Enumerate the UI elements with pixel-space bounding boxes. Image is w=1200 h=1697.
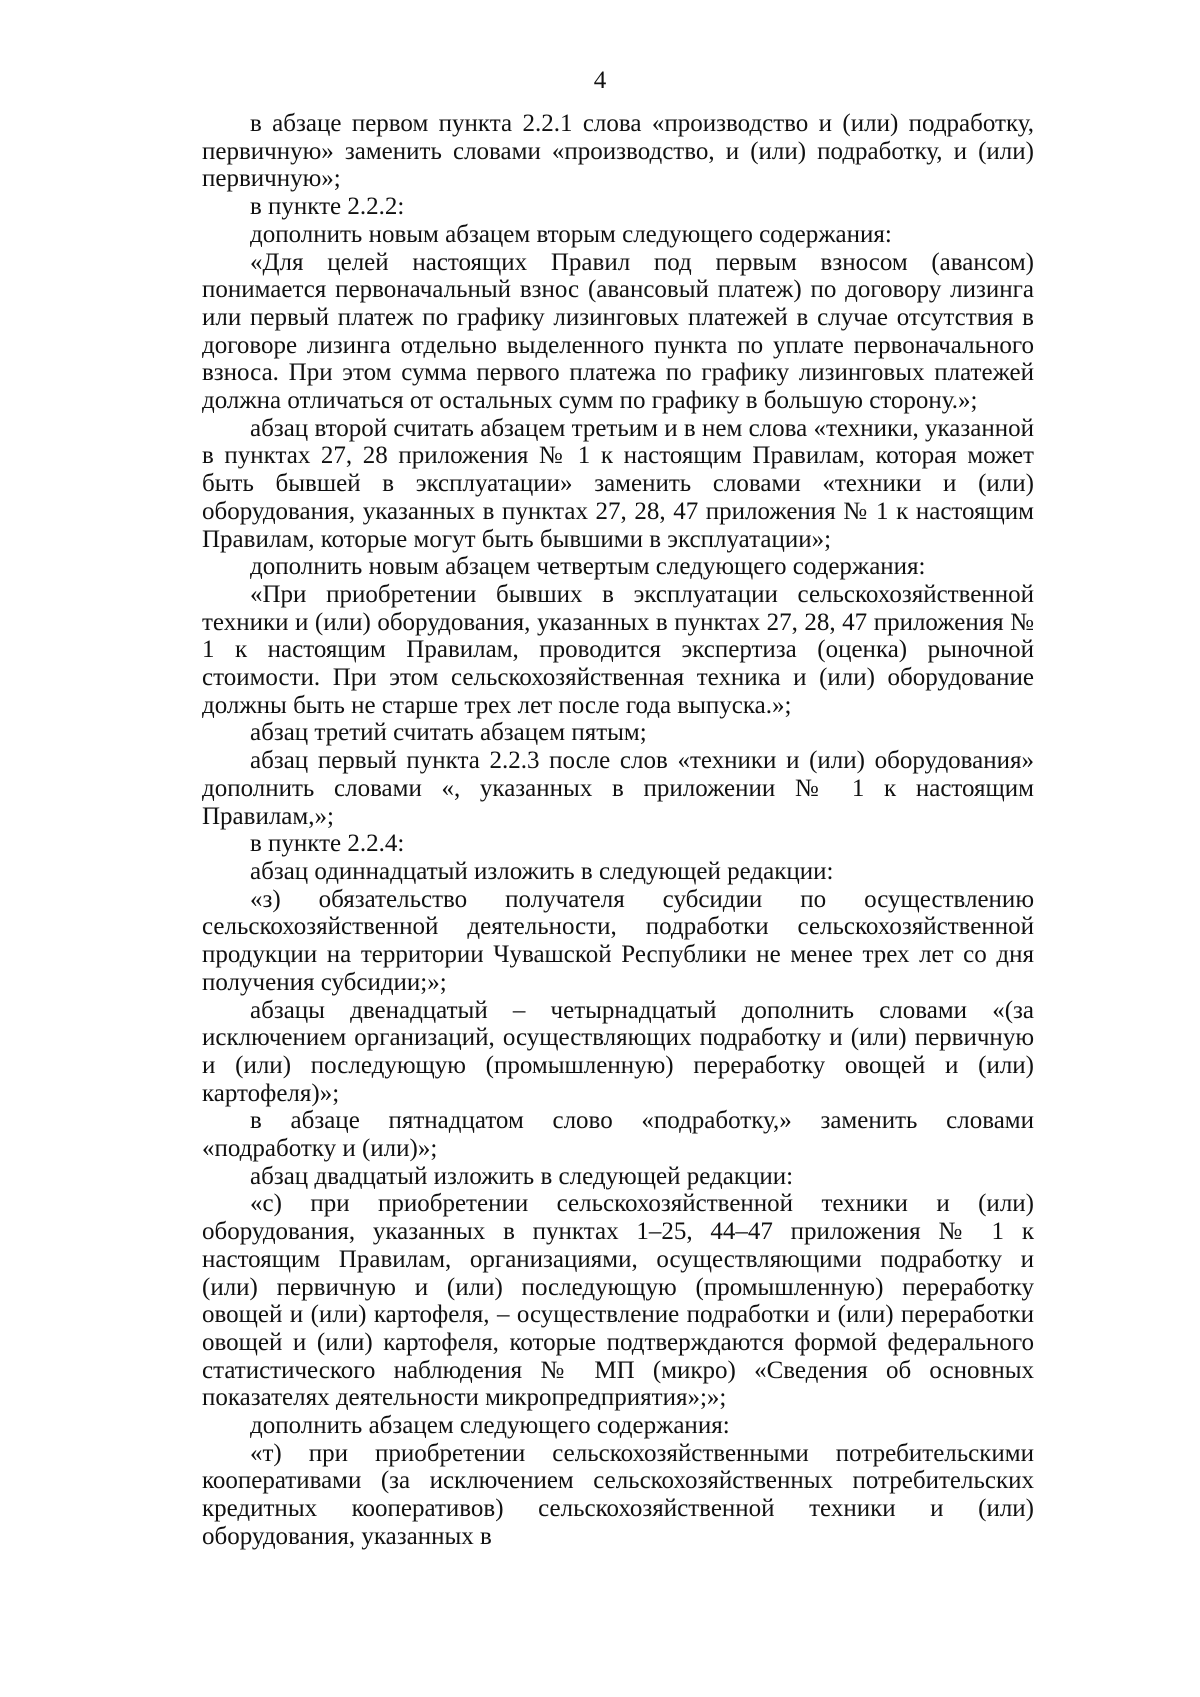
paragraph: дополнить абзацем следующего содержания:	[250, 1412, 730, 1440]
document-body	[202, 110, 1034, 1551]
paragraph: в абзаце первом пункта 2.2.1 слова «производство и (или) подработку, первичную» заменить словами «производство, и (или) подработку, и (или) первичную»;	[202, 110, 1034, 193]
paragraph: абзац третий считать абзацем пятым;	[250, 719, 647, 747]
paragraph: абзацы двенадцатый – четырнадцатый дополнить словами «(за исключением организаций, осуществляющих подработку и (или) первичную и (или) последующую (промышленную) переработку овощей и (или) картофеля)»;	[202, 996, 1034, 1107]
paragraph: «с) при приобретении сельскохозяйственной техники и (или) оборудования, указанных в пунктах 1–25, 44–47 приложения № 1 к настоящим Правилам, организациями, осуществляющими подработку и (или) первичную и (или) последующую (промышленную) переработку овощей и (или) картофеля, – осуществление подработки и (или) переработки овощей и (или) картофеля, которые подтверждаются формой федерального статистического наблюдения № МП (микро) «Сведения об основных показателях деятельности микропредприятия»;»;	[202, 1190, 1034, 1412]
paragraph: абзац второй считать абзацем третьим и в нем слова «техники, указанной в пунктах 27, 28 приложения № 1 к настоящим Правилам, которая может быть бывшей в эксплуатации» заменить словами «техники и (или) оборудования, указанных в пунктах 27, 28, 47 приложения № 1 к настоящим Правилам, которые могут быть бывшими в эксплуатации»;	[202, 414, 1034, 553]
paragraph: «Для целей настоящих Правил под первым взносом (авансом) понимается первоначальный взнос (авансовый платеж) по договору лизинга или первый платеж по графику лизинговых платежей в случае отсутствия в договоре лизинга отдельно выделенного пункта по уплате первоначального взноса. При этом сумма первого платежа по графику лизинговых платежей должна отличаться от остальных сумм по графику в большую сторону.»;	[202, 248, 1034, 415]
paragraph: «з) обязательство получателя субсидии по осуществлению сельскохозяйственной деятельности, подработки сельскохозяйственной продукции на территории Чувашской Республики не менее трех лет со дня получения субсидии;»;	[202, 885, 1034, 996]
paragraph: дополнить новым абзацем вторым следующего содержания:	[250, 220, 892, 248]
paragraph: в абзаце пятнадцатом слово «подработку,» заменить словами «подработку и (или)»;	[202, 1107, 1034, 1163]
paragraph: абзац первый пункта 2.2.3 после слов «техники и (или) оборудования» дополнить словами «, указанных в приложении № 1 к настоящим Правилам,»;	[202, 747, 1034, 830]
paragraph: в пункте 2.2.2:	[250, 193, 405, 221]
page-number: 4	[593, 67, 607, 94]
paragraph: абзац одиннадцатый изложить в следующей редакции:	[250, 857, 834, 885]
paragraph: абзац двадцатый изложить в следующей редакции:	[250, 1162, 794, 1190]
paragraph: «т) при приобретении сельскохозяйственными потребительскими кооперативами (за исключением сельскохозяйственных потребительских кредитных кооперативов) сельскохозяйственной техники и (или) оборудования, указанных в	[202, 1439, 1034, 1550]
paragraph: в пункте 2.2.4:	[250, 830, 405, 858]
paragraph: дополнить новым абзацем четвертым следующего содержания:	[250, 553, 926, 581]
paragraph: «При приобретении бывших в эксплуатации сельскохозяйственной техники и (или) оборудования, указанных в пунктах 27, 28, 47 приложения № 1 к настоящим Правилам, проводится экспертиза (оценка) рыночной стоимости. При этом сельскохозяйственная техника и (или) оборудование должны быть не старше трех лет после года выпуска.»;	[202, 580, 1034, 719]
